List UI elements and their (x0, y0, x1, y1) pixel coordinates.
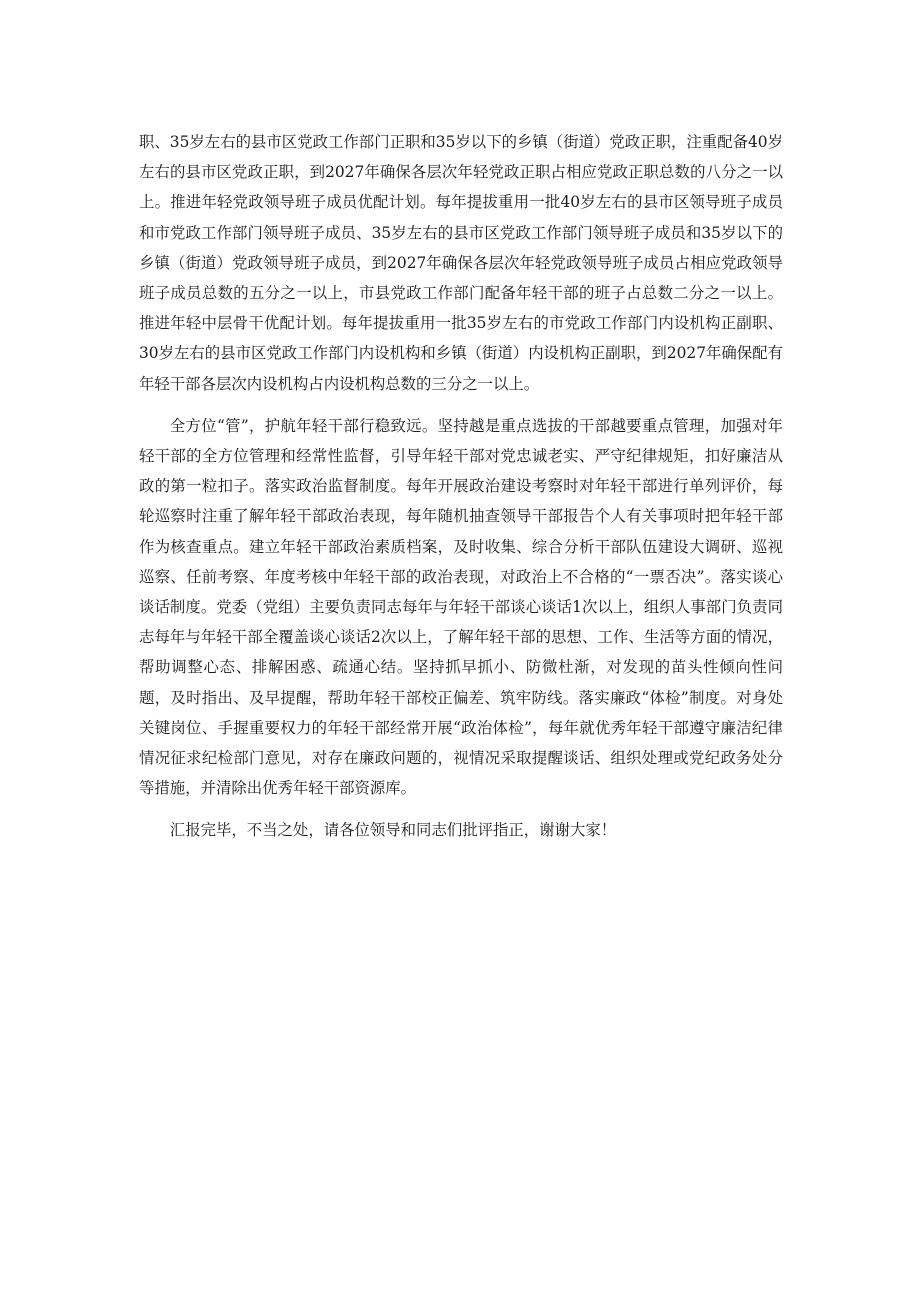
paragraph-closing-remarks: 汇报完毕，不当之处，请各位领导和同志们批评指正，谢谢大家！ (169, 821, 617, 840)
paragraph-comprehensive-management: 全方位“管”，护航年轻干部行稳致远。坚持越是重点选拔的干部越要重点管理，加强对年轻干部的全方位管理和经常性监督，引导年轻干部对党忠诚老实、严守纪律规矩，扣好廉洁从政的第一粒扣子。落实政治监督制度。每年开展政治建设考察时对年轻干部进行单列评价，每轮巡察时注重了解年轻干部政治表现，每年随机抽查领导干部报告个人有关事项时把年轻干部作为核查重点。建立年轻干部政治素质档案，及时收集、综合分析干部队伍建设大调研、巡视巡察、任前考察、年度考核中年轻干部的政治表现，对政治上不合格的“一票否决”。落实谈心谈话制度。党委（党组）主要负责同志每年与年轻干部谈心谈话1次以上，组织人事部门负责同志每年与年轻干部全覆盖谈心谈话2次以上，了解年轻干部的思想、工作、生活等方面的情况，帮助调整心态、排解困惑、疏通心结。坚持抓早抓小、防微杜渐，对发现的苗头性倾向性问题，及时指出、及早提醒，帮助年轻干部校正偏差、筑牢防线。落实廉政“体检”制度。对身处关键岗位、手握重要权力的年轻干部经常开展“政治体检”，每年就优秀年轻干部遵守廉洁纪律情况征求纪检部门意见，对存在廉政问题的，视情况采取提醒谈话、组织处理或党纪政务处分等措施，并清除出优秀年轻干部资源库。 (139, 416, 783, 798)
document-body (139, 127, 783, 858)
paragraph-continuation: 职、35岁左右的县市区党政工作部门正职和35岁以下的乡镇（街道）党政正职，注重配备40岁左右的县市区党政正职，到2027年确保各层次年轻党政正职占相应党政正职总数的八分之一以上。推进年轻党政领导班子成员优配计划。每年提拔重用一批40岁左右的县市区领导班子成员和市党政工作部门领导班子成员、35岁左右的县市区党政工作部门领导班子成员和35岁以下的乡镇（街道）党政领导班子成员，到2027年确保各层次年轻党政领导班子成员占相应党政领导班子成员总数的五分之一以上，市县党政工作部门配备年轻干部的班子占总数二分之一以上。推进年轻中层骨干优配计划。每年提拔重用一批35岁左右的市党政工作部门内设机构正副职、30岁左右的县市区党政工作部门内设机构和乡镇（街道）内设机构正副职，到2027年确保配有年轻干部各层次内设机构占内设机构总数的三分之一以上。 (139, 133, 783, 393)
